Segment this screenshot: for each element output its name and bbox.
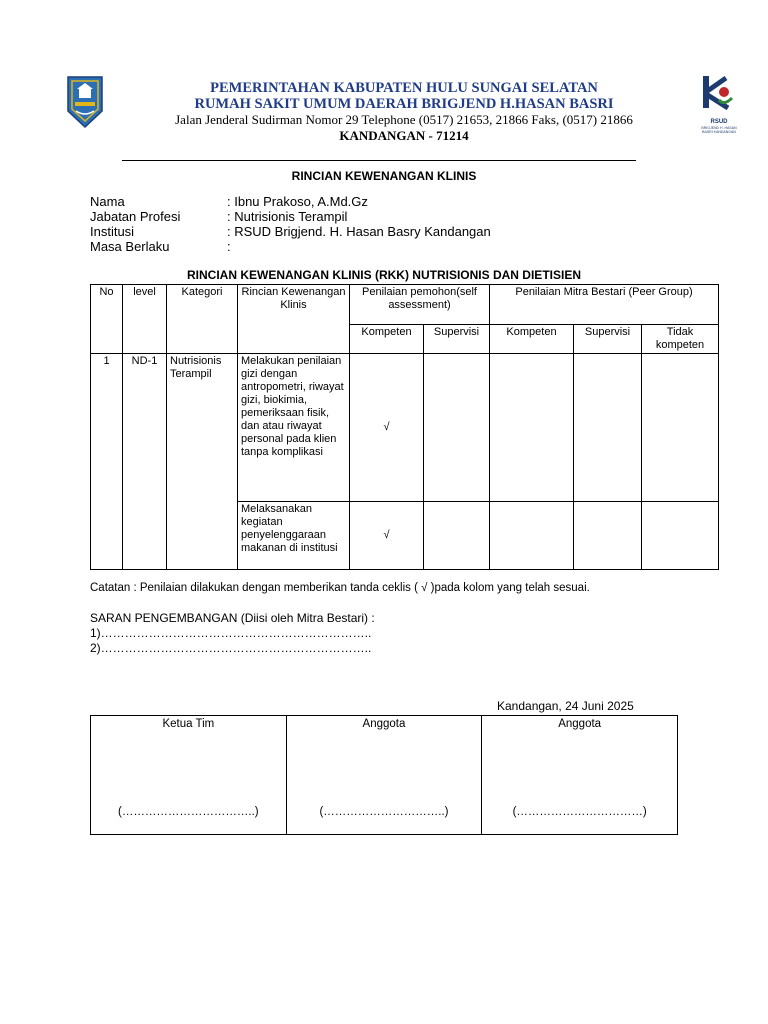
table-title: RINCIAN KEWENANGAN KLINIS (RKK) NUTRISIONIS DAN DIETISIEN [186, 268, 581, 282]
identity-value: : Nutrisionis Terampil [227, 209, 348, 224]
cell-peer-kompeten [490, 354, 574, 502]
cell-peer-tidak-kompeten [642, 354, 719, 502]
development-suggestions [90, 611, 375, 656]
header-rule [122, 160, 636, 161]
letterhead [120, 80, 688, 144]
letterhead-city: KANDANGAN - 71214 [339, 128, 469, 143]
cell-rincian: Melaksanakan kegiatan penyelenggaraan makanan di institusi [238, 502, 350, 570]
header-self-supervisi: Supervisi [424, 325, 490, 354]
letterhead-address: Jalan Jenderal Sudirman Nomor 29 Telephone (0517) 21653, 21866 Faks, (0517) 21866 [175, 112, 633, 127]
identity-value: : RSUD Brigjend. H. Hasan Basry Kandangan [227, 224, 491, 239]
header-peer-supervisi: Supervisi [574, 325, 642, 354]
header-kategori: Kategori [167, 285, 238, 354]
header-rincian: Rincian Kewenangan Klinis [238, 285, 350, 354]
letterhead-government: PEMERINTAHAN KABUPATEN HULU SUNGAI SELATAN [210, 80, 598, 96]
cell-self-supervisi [424, 502, 490, 570]
identity-row-jabatan [90, 209, 491, 224]
signature-name: (……………………………..) [118, 806, 259, 818]
rsud-logo-subtext: BRIGJEND H. HASAN BASRI KANDANGAN [701, 126, 737, 134]
suggestion-line-1: 1)………………………………………………………….. [90, 626, 372, 640]
identity-label: Jabatan Profesi [90, 209, 181, 224]
header-no: No [91, 285, 123, 354]
identity-value: : Ibnu Prakoso, A.Md.Gz [227, 194, 368, 209]
identity-label: Nama [90, 194, 125, 209]
cell-kategori: Nutrisionis Terampil [167, 354, 238, 570]
identity-row-institusi [90, 224, 491, 239]
assessment-note: Catatan : Penilaian dilakukan dengan memberikan tanda ceklis ( √ )pada kolom yang telah sesuai. [90, 582, 590, 594]
header-level: level [123, 285, 167, 354]
cell-peer-supervisi [574, 502, 642, 570]
regency-shield-logo [66, 75, 104, 129]
cell-no: 1 [91, 354, 123, 570]
suggestion-line-2: 2)………………………………………………………….. [90, 641, 372, 655]
rsud-logo [698, 72, 740, 140]
signature-cell-anggota-1 [286, 716, 482, 835]
cell-peer-kompeten [490, 502, 574, 570]
signature-table [90, 715, 678, 835]
cell-peer-tidak-kompeten [642, 502, 719, 570]
place-date: Kandangan, 24 Juni 2025 [497, 699, 634, 713]
cell-self-kompeten: √ [350, 354, 424, 502]
signature-role: Ketua Tim [162, 718, 215, 730]
rsud-logo-text: RSUD [710, 119, 728, 125]
suggestions-title: SARAN PENGEMBANGAN (Diisi oleh Mitra Bestari) : [90, 611, 375, 625]
cell-level: ND-1 [123, 354, 167, 570]
signature-cell-anggota-2 [482, 716, 678, 835]
header-peer-kompeten: Kompeten [490, 325, 574, 354]
signature-cell-ketua [91, 716, 287, 835]
rkk-table [90, 284, 719, 570]
header-self-kompeten: Kompeten [350, 325, 424, 354]
header-peer-group: Penilaian Mitra Bestari (Peer Group) [490, 285, 719, 325]
signature-name: (…………………………..) [319, 806, 449, 818]
header-peer-tidak-kompeten: Tidak kompeten [642, 325, 719, 354]
signature-name: (……………………………) [512, 806, 647, 818]
signature-role: Anggota [362, 718, 406, 730]
identity-row-nama [90, 194, 491, 209]
cell-rincian: Melakukan penilaian gizi dengan antropometri, riwayat gizi, biokimia, pemeriksaan fisik, dan atau riwayat personal pada klien tanpa komplikasi [238, 354, 350, 502]
header-self-assessment: Penilaian pemohon(self assessment) [350, 285, 490, 325]
identity-row-masa-berlaku [90, 239, 491, 254]
cell-peer-supervisi [574, 354, 642, 502]
table-row [91, 354, 719, 502]
letterhead-hospital: RUMAH SAKIT UMUM DAERAH BRIGJEND H.HASAN BASRI [194, 96, 614, 112]
identity-label: Masa Berlaku [90, 239, 170, 254]
identity-label: Institusi [90, 224, 135, 239]
signature-role: Anggota [558, 718, 602, 730]
cell-self-supervisi [424, 354, 490, 502]
cell-self-kompeten: √ [350, 502, 424, 570]
document-title: RINCIAN KEWENANGAN KLINIS [291, 169, 477, 183]
identity-block [90, 194, 491, 254]
identity-value: : [227, 239, 231, 254]
